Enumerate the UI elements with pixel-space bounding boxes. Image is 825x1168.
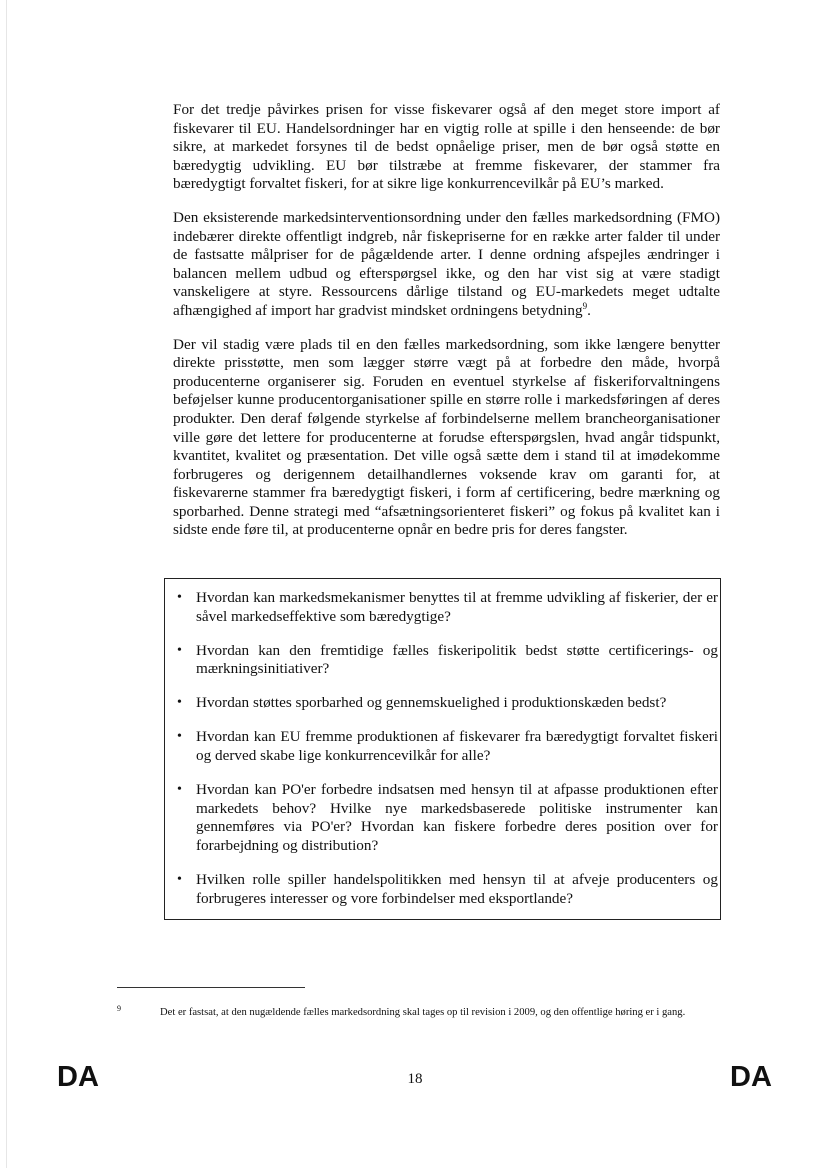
question-text: Hvordan kan PO'er forbedre indsatsen med hensyn til at afpasse produktionen efter markedets behov? Hvilke nye markedsbaserede politiske instrumenter kan gennemføres via PO'er? Hvordan kan fiskere forbedre deres position over for forarbejdning og distribution? [196, 781, 718, 854]
question-item [173, 642, 718, 679]
question-item [173, 781, 718, 855]
question-text: Hvilken rolle spiller handelspolitikken med hensyn til at afveje producenters og forbrugeres interesser og vore forbindelser med eksportlande? [196, 871, 718, 907]
bullet-icon: • [177, 590, 182, 605]
bullet-icon: • [177, 729, 182, 745]
footnote-number: 9 [117, 1004, 121, 1013]
question-text: Hvordan kan markedsmekanismer benyttes til at fremme udvikling af fiskerier, der er såvel markedseffektive som bæredygtige? [196, 589, 718, 625]
paragraph-producer-organisations: Der vil stadig være plads til en den fælles markedsordning, som ikke længere benytter direkte prisstøtte, men som lægger større vægt på at forbedre den måde, hvorpå producenterne organiserer sig. Foruden en eventuel styrkelse af fiskeriforvaltningens beføjelser kunne producentorganisationer spille en større rolle i markedsføringen af deres produkter. Den deraf følgende styrkelse af forbindelserne mellem brancheorganisationer ville gøre det lettere for producenterne at forudse efterspørgslen, hvad angår tidspunkt, kvantitet, kvalitet og præsentation. Det ville også sætte dem i stand til at imødekomme forbrugeres og derigennem detailhandlernes voksende krav om garanti for, at fiskevarerne stammer fra bæredygtigt fiskeri, i form af certificering, bedre mærkning og sporbarhed. Denne strategi med “afsætningsorienteret fiskeri” og fokus på kvalitet kan i sidste ende føre til, at producenterne opnår en bedre pris for deres fangster. [173, 335, 720, 539]
question-item [173, 871, 718, 908]
questions-list [173, 589, 718, 908]
footnote-text: Det er fastsat, at den nugældende fælles markedsordning skal tages op til revision i 2009, og den offentlige høring er i gang. [160, 1007, 686, 1018]
footnote-reference[interactable]: 9 [582, 300, 588, 311]
question-text: Hvordan kan den fremtidige fælles fiskeripolitik bedst støtte certificerings- og mærkningsinitiativer? [196, 641, 718, 678]
paragraph-end-period: . [587, 301, 591, 319]
questions-box [164, 578, 721, 920]
paragraph-import: For det tredje påvirkes prisen for visse fiskevarer også af den meget store import af fiskevarer til EU. Handelsordninger har en vigtig rolle at spille i den henseende: de bør sikre, at markedet forsynes til de bedst opnåelige priser, men de bør også støtte en bæredygtig udvikling. EU bør tilstræbe at fremme fiskevarer, der stammer fra bæredygtigt forvaltet fiskeri, for at sikre lige konkurrencevilkår på EU’s marked. [173, 101, 720, 193]
bullet-icon: • [177, 872, 182, 888]
page-number: 18 [407, 1071, 423, 1087]
paragraph-market-intervention-text: Den eksisterende markedsinterventionsordning under den fælles markedsordning (FMO) indebærer direkte offentligt indgreb, når fiskepriserne for en række arter falder til under de fastsatte målpriser for de pågældende arter. I denne ordning afspejles ændringer i balancen mellem udbud og efterspørgsel ikke, og den har vist sig at være stadigt vanskeligere at styre. Ressourcens dårlige tilstand og EU-markedets meget udtalte afhængighed af import har gradvist mindsket ordningens betydning [173, 208, 720, 319]
page-edge-line [6, 0, 7, 1168]
language-mark-left: DA [57, 1061, 99, 1093]
question-text: Hvordan støttes sporbarhed og gennemskuelighed i produktionskæden bedst? [196, 694, 667, 712]
bullet-icon: • [177, 695, 182, 711]
paragraph-market-intervention [173, 209, 720, 321]
language-mark-right: DA [730, 1061, 772, 1093]
footnote-divider [117, 987, 305, 988]
question-item [173, 589, 718, 626]
bullet-icon: • [177, 642, 182, 658]
question-item [173, 694, 718, 713]
question-item [173, 728, 718, 765]
body-text [173, 101, 720, 555]
question-text: Hvordan kan EU fremme produktionen af fiskevarer fra bæredygtigt forvaltet fiskeri og derved skabe lige konkurrencevilkår for alle? [196, 728, 718, 765]
bullet-icon: • [177, 782, 182, 798]
